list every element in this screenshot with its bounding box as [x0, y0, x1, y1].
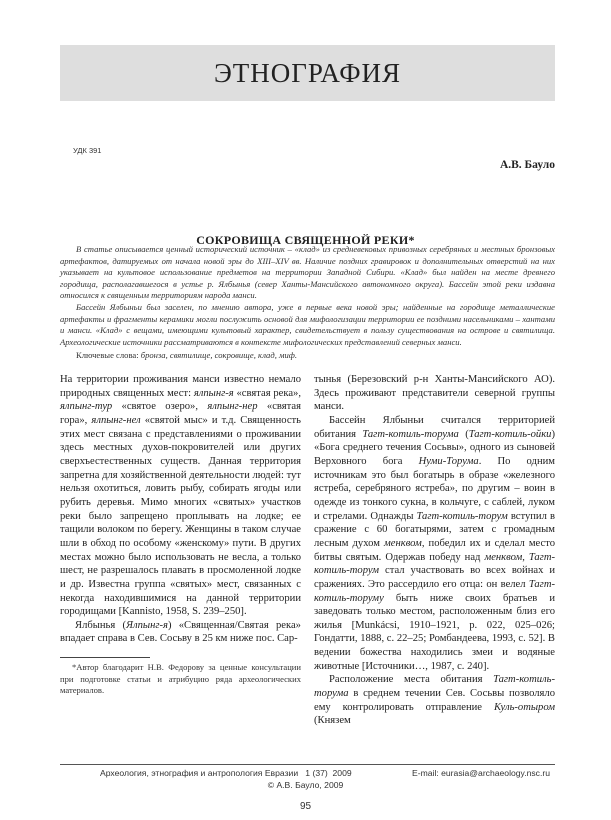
text-run: ) «Священная/Святая река» впадает справа в Сев. Сосьву в 25 км ниже пос. Сар- [60, 619, 301, 645]
italic-term: менквом [384, 537, 422, 549]
italic-term: ялпынг-тур [60, 401, 113, 413]
section-title: ЭТНОГРАФИЯ [213, 57, 402, 88]
text-run: . По одним источникам это был богатырь в образе «железного ястреба, серебряного ястреба», по другим – воин в одежде из тонкого сукна, в кольчуге, с саблей, луком и стрелами. Однажды [314, 455, 555, 522]
italic-term: Тагт-котиль-ойки [468, 428, 552, 440]
body-paragraph [60, 373, 301, 619]
italic-term: Тагт-котиль-торум [416, 510, 508, 522]
text-column-left [60, 373, 301, 646]
text-run: (Князем [314, 715, 351, 727]
text-run: , победил их и сделал место битвы святым. Одержав победу над [314, 537, 555, 563]
keywords [76, 350, 297, 360]
abstract [60, 244, 555, 348]
text-run: На территории проживания манси известно немало природных священных мест: [60, 374, 301, 399]
abstract-paragraph: Бассейн Ялбыньи был заселен, по мнению автора, уже в первые века новой эры; найденные на городище металлические артефакты и фрагменты керамики могли послужить основой для мифологизации территории ее поздними насельниками – хантами и манси. «Клад» с вещами, имеющими культовый характер, свидетельствует в пользу существования на острове и святилища. Археологические источники рассматриваются в контексте мифологических представлений северных манси. [60, 301, 555, 347]
italic-term: ялпынг-нер [207, 401, 258, 413]
keywords-label: Ключевые слова: [76, 350, 141, 360]
text-run: «святая гора», [60, 401, 301, 426]
section-header-band [60, 45, 555, 101]
journal-info: Археология, этнография и антропология Евразии 1 (37) 2009 [100, 768, 352, 778]
text-run: в среднем течении Сев. Сосьвы позволяло ему контролировать отправление [314, 688, 555, 713]
article-title: СОКРОВИЩА СВЯЩЕННОЙ РЕКИ* [196, 233, 415, 247]
author-name: А.В. Бауло [499, 159, 555, 171]
text-run: ) «Бога среднего течения Сосьвы», одного из сыновей Верховного бога [314, 428, 555, 467]
footer-divider [60, 764, 555, 765]
text-run: тынья (Березовский р-н Ханты-Мансийского АО). Здесь проживают представители северной группы манси. [314, 374, 555, 413]
journal-email: E-mail: eurasia@archaeology.nsc.ru [412, 768, 551, 778]
italic-term: ялпынг-нел [91, 414, 141, 426]
italic-term: ялпынг-я [193, 387, 234, 399]
udk-code: УДК 391 [73, 146, 102, 155]
text-run: Бассейн Ялбыньи считался территорией обитания [314, 414, 555, 440]
text-run: вступил в сражение с 60 богатырями, затем с громадным лесным духом [314, 510, 555, 549]
body-paragraph [60, 619, 301, 646]
body-paragraph [314, 373, 555, 414]
body-paragraph [314, 673, 555, 728]
italic-term: Тагт-котиль-торума [362, 428, 459, 440]
footnote-divider [60, 657, 150, 658]
keywords-value: бронза, святилище, сокровище, клад, миф. [140, 350, 298, 360]
text-run: «святое озеро», [112, 401, 208, 413]
text-run: «святая река», [233, 387, 302, 399]
italic-term: Ялпынг-я [126, 619, 168, 631]
italic-term: Тагт-котиль-торум [314, 551, 555, 577]
text-run: Ялбынья ( [75, 619, 127, 631]
italic-term: Тагт-котиль-торума [314, 674, 555, 700]
page-number: 95 [299, 801, 312, 812]
abstract-paragraph: В статье описывается ценный исторический источник – «клад» из средневековых привозных серебряных и местных бронзовых артефактов, датируемых от начала новой эры до XIII–XIV вв. Наличие поздних гравировок и дополнительных отверстий на них указывает на культовое использование предметов на территории Западной Сибири. «Клад» был найден на месте древнего городища, располагавшегося в устье р. Ялбынья (север Ханты-Мансийского автономного округа). Бассейн этой реки издавна относился к священным территориям народа манси. [60, 244, 555, 301]
text-column-right [314, 373, 555, 728]
italic-term: Тагт-котиль-торуму [314, 578, 555, 604]
body-paragraph [314, 414, 555, 673]
text-run: быть ниже своих братьев и заведовать только местом, расположенным близ его жилья [Munkácsi, 1910–1921, p. 022, 025–026; Гондатти, 1888, с. 22–25; Ромбандеева, 1993, с. 52]. В ведении божества находились змеи и водяные животные [Источники…, 1987, с. 240]. [314, 592, 555, 672]
italic-term: Куль-отыром [493, 701, 555, 713]
text-run: «святой мыс» и т.д. Священность этих мест связана с представлениями о проживании здесь местных духов-покровителей или других сверхъестественных существ. Данная территория запретна для хозяйственной деятельности людей: тут нельзя охотиться, ловить рыбу, собирать ягоды или рубить деревья. Мимо многих «святых» участков реки было запрещено проплывать на лодке; ее тащили волоком по берегу. Женщины в таком случае шли в обход по особому «женскому» пути. В других местах можно было использовать не весла, а только шест, не разрешалось плавать в просмоленной лодке и др. Известна группа «святых» мест, связанных с некогда находившимися на данной территории городищами [Kannisto, 1958, S. 239–250]. [60, 414, 301, 618]
text-run: ( [458, 428, 469, 440]
text-run: стал участвовать во всех войнах и сражениях. Это рассердило его отца: он велел [314, 565, 555, 590]
italic-term: менквом [484, 551, 523, 563]
italic-term: Нуми-Торума [418, 455, 479, 467]
text-run: , [522, 551, 529, 563]
text-run: Расположение места обитания [329, 674, 494, 686]
copyright: © А.В. Бауло, 2009 [267, 780, 344, 790]
footnote-text: *Автор благодарит Н.В. Федорову за ценные консультации при подготовке статьи и атрибуцию ряда археологических материалов. [60, 662, 301, 696]
footnote [60, 662, 301, 697]
